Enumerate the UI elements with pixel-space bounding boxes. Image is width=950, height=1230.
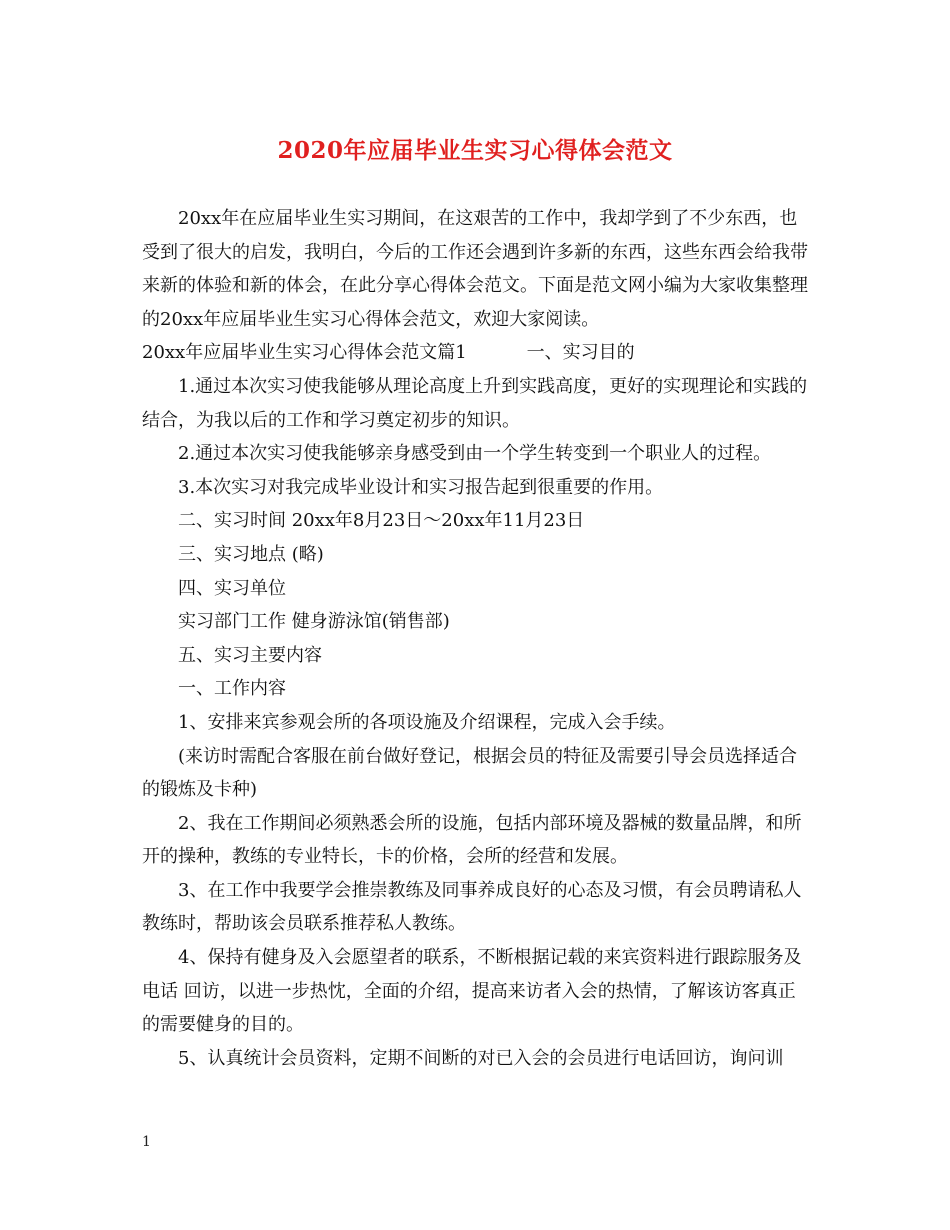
paragraph-item-1: 1、安排来宾参观会所的各项设施及介绍课程，完成入会手续。 bbox=[178, 711, 676, 733]
section-heading: 20xx年应届毕业生实习心得体会范文篇1 bbox=[142, 342, 467, 364]
page-number: 1 bbox=[142, 1134, 151, 1150]
intro-paragraph: 20xx年在应届毕业生实习期间，在这艰苦的工作中，我却学到了不少东西，也受到了很大的启发，我明白，今后的工作还会遇到许多新的东西，这些东西会给我带来新的体验和新的体会，在此分享心得体会范文。下面是范文网小编为大家收集整理的20xx年应届毕业生实习心得体会范文，欢迎大家阅读。 bbox=[142, 208, 808, 330]
paragraph-item-2: 2、我在工作期间必须熟悉会所的设施，包括内部环境及器械的数量品牌，和所开的操种，教练的专业特长，卡的价格，会所的经营和发展。 bbox=[142, 812, 802, 868]
paragraph-department: 实习部门工作 健身游泳馆(销售部) bbox=[178, 611, 450, 633]
paragraph-purpose-2: 2.通过本次实习使我能够亲身感受到由一个学生转变到一个职业人的过程。 bbox=[178, 443, 772, 465]
paragraph-item-1-note: (来访时需配合客服在前台做好登记，根据会员的特征及需要引导会员选择适合的锻炼及卡种) bbox=[142, 745, 798, 801]
document-title: 2020年应届毕业生实习心得体会范文 bbox=[277, 137, 673, 164]
paragraph-work-content: 一、工作内容 bbox=[178, 678, 286, 700]
section-heading-line bbox=[142, 336, 810, 370]
paragraph-purpose-3: 3.本次实习对我完成毕业设计和实习报告起到很重要的作用。 bbox=[178, 476, 664, 498]
paragraph-time: 二、实习时间 20xx年8月23日～20xx年11月23日 bbox=[178, 510, 585, 532]
paragraph-item-5: 5、认真统计会员资料，定期不间断的对已入会的会员进行电话回访，询问训 bbox=[178, 1047, 784, 1069]
paragraph-main-content: 五、实习主要内容 bbox=[178, 644, 322, 666]
paragraph-item-3: 3、在工作中我要学会推崇教练及同事养成良好的心态及习惯，有会员聘请私人教练时，帮助该会员联系推荐私人教练。 bbox=[142, 879, 802, 935]
section-subheading: 一、实习目的 bbox=[526, 342, 635, 364]
document-body bbox=[142, 202, 810, 1075]
paragraph-unit: 四、实习单位 bbox=[178, 577, 286, 599]
paragraph-location: 三、实习地点 (略) bbox=[178, 543, 324, 565]
paragraph-item-4: 4、保持有健身及入会愿望者的联系，不断根据记载的来宾资料进行跟踪服务及电话 回访，以进一步热忱，全面的介绍，提高来访者入会的热情，了解该访客真正的需要健身的目的。 bbox=[142, 947, 802, 1036]
paragraph-purpose-1: 1.通过本次实习使我能够从理论高度上升到实践高度，更好的实现理论和实践的结合，为我以后的工作和学习奠定初步的知识。 bbox=[142, 375, 808, 431]
